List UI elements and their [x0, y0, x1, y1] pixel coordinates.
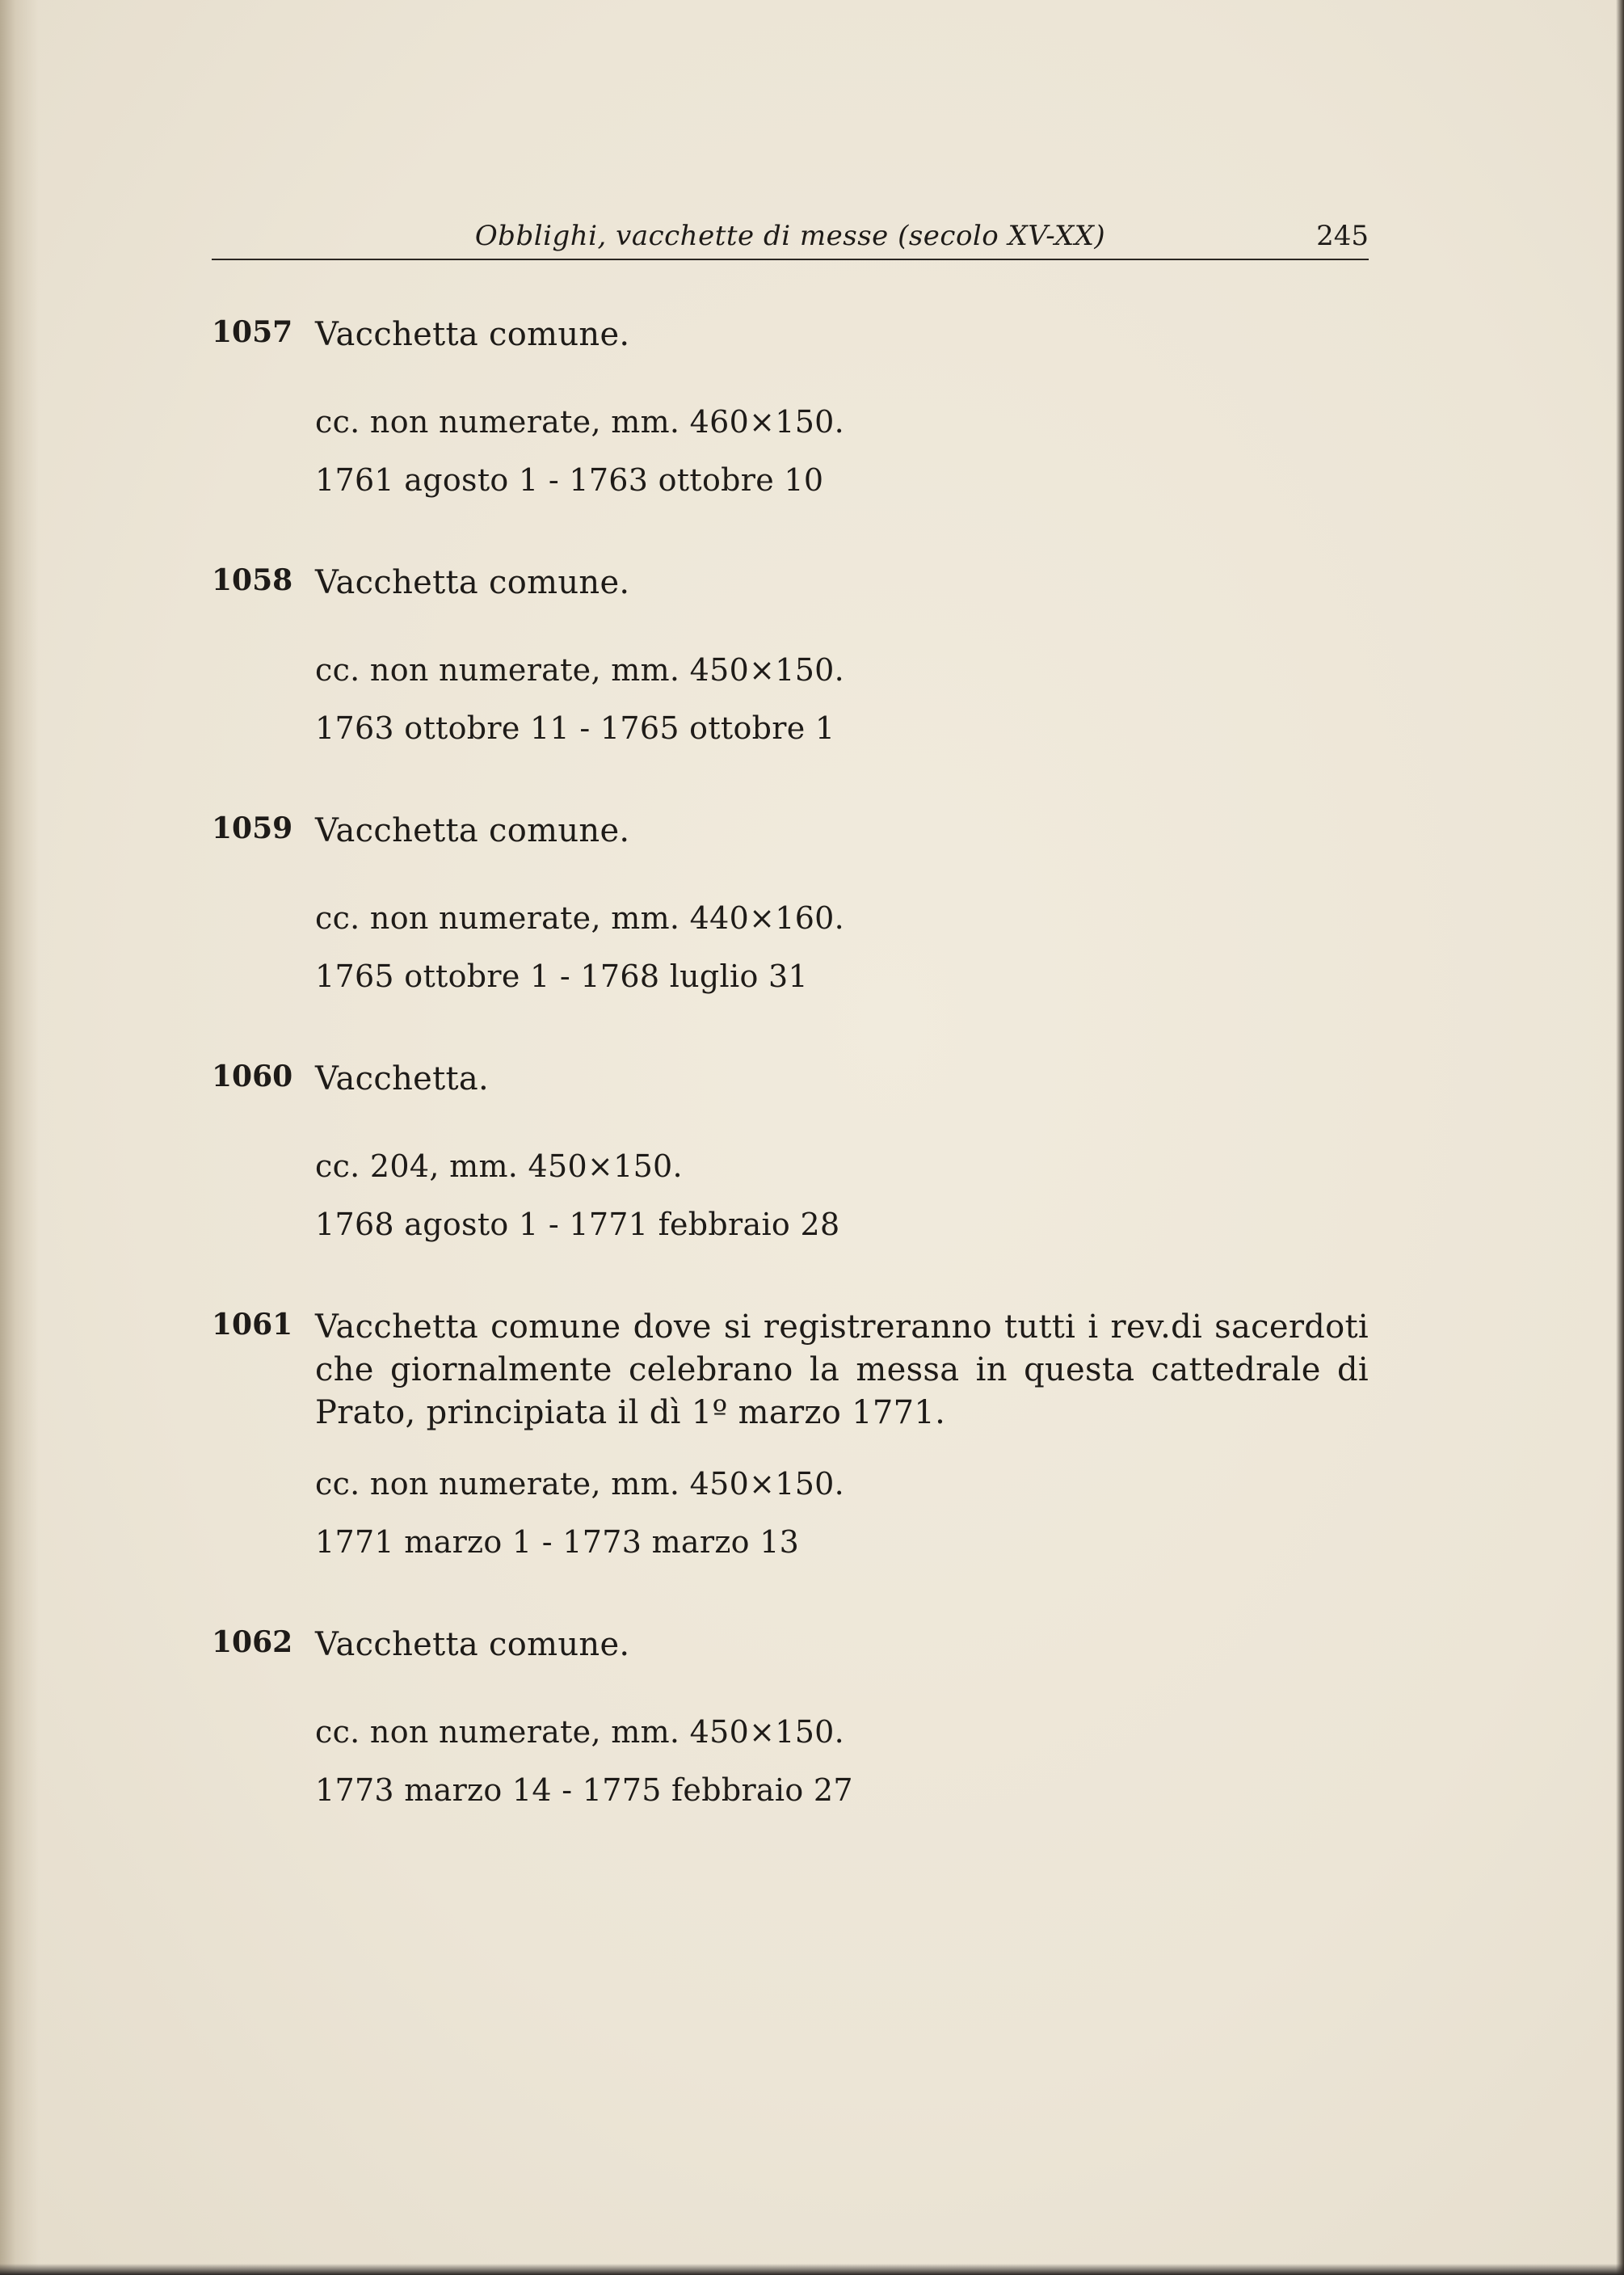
entry-number: 1057 [212, 315, 293, 349]
page-edge-bottom [0, 2264, 1624, 2275]
entry-number: 1062 [212, 1625, 293, 1659]
entry-dates: 1771 marzo 1 - 1773 marzo 13 [315, 1524, 800, 1560]
entry-body [315, 314, 1369, 499]
catalog-entry [212, 314, 1369, 499]
entry-description: cc. 204, mm. 450×150. [315, 1148, 683, 1184]
running-title: Obblighi, vacchette di messe (secolo XV-XX) [474, 220, 1106, 252]
entry-title: Vacchetta comune. [315, 564, 630, 601]
entry-dates: 1763 ottobre 11 - 1765 ottobre 1 [315, 710, 835, 746]
entry-title: Vacchetta comune. [315, 812, 630, 849]
entry-description: cc. non numerate, mm. 450×150. [315, 1466, 845, 1502]
entry-title: Vacchetta comune. [315, 1626, 630, 1663]
catalog-entries [212, 314, 1369, 1872]
catalog-entry [212, 1624, 1369, 1809]
entry-number: 1060 [212, 1060, 293, 1093]
catalog-entry [212, 562, 1369, 747]
running-head [212, 217, 1369, 263]
entry-description: cc. non numerate, mm. 450×150. [315, 652, 845, 688]
page-edge-right [1616, 0, 1624, 2275]
entry-body [315, 1306, 1369, 1561]
catalog-entry [212, 1058, 1369, 1243]
entry-description: cc. non numerate, mm. 440×160. [315, 900, 845, 936]
entry-dates: 1773 marzo 14 - 1775 febbraio 27 [315, 1772, 853, 1808]
header-rule [212, 259, 1369, 260]
entry-number: 1059 [212, 811, 293, 845]
entry-title: Vacchetta comune dove si registreranno tutti i rev.di sacerdoti che giornalmente celebrano la messa in questa cattedrale di Prato, principiata il dì 1º marzo 1771. [315, 1308, 1369, 1431]
entry-dates: 1761 agosto 1 - 1763 ottobre 10 [315, 462, 824, 498]
entry-body [315, 810, 1369, 995]
catalog-entry [212, 810, 1369, 995]
entry-title: Vacchetta. [315, 1060, 490, 1097]
entry-dates: 1768 agosto 1 - 1771 febbraio 28 [315, 1207, 840, 1242]
entry-title: Vacchetta comune. [315, 316, 630, 353]
entry-description: cc. non numerate, mm. 460×150. [315, 404, 845, 440]
entry-body [315, 1624, 1369, 1809]
catalog-entry [212, 1306, 1369, 1561]
entry-body [315, 562, 1369, 747]
entry-description: cc. non numerate, mm. 450×150. [315, 1714, 845, 1750]
page-number: 245 [1316, 220, 1369, 252]
entry-number: 1058 [212, 563, 293, 597]
entry-number: 1061 [212, 1308, 293, 1342]
binding-shadow [0, 0, 39, 2275]
entry-body [315, 1058, 1369, 1243]
entry-dates: 1765 ottobre 1 - 1768 luglio 31 [315, 958, 808, 994]
